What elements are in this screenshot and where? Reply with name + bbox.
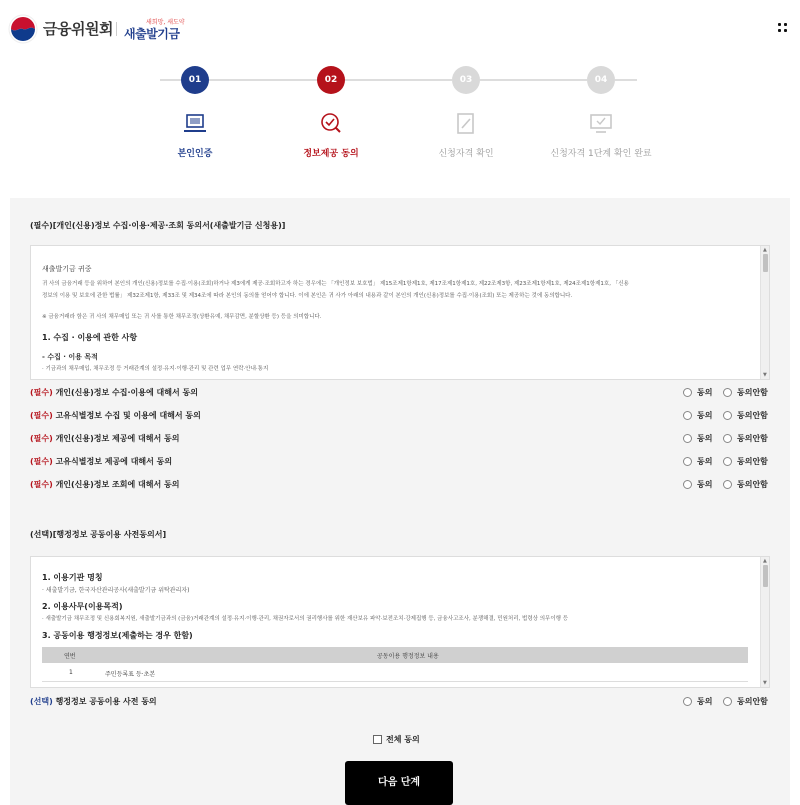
consent-label: (필수) 고유식별정보 수집 및 이용에 대해서 동의 <box>30 411 201 420</box>
step-3-label: 신청자격 확인 <box>438 149 494 159</box>
terms-purpose-title: - 수집 · 이용 목적 <box>42 353 98 361</box>
step-connector <box>160 79 181 81</box>
agree-radio[interactable] <box>683 388 692 397</box>
disagree-radio[interactable] <box>723 411 732 420</box>
section1-terms-box[interactable] <box>30 245 770 380</box>
column-header: 연번 <box>64 653 76 660</box>
consent-row <box>30 410 770 424</box>
consent-row <box>30 456 770 470</box>
agree-radio[interactable] <box>683 697 692 706</box>
program-name: 새출발기금 <box>124 27 180 41</box>
terms-heading: 3. 공동이용 행정정보(제출하는 경우 한함) <box>42 631 193 640</box>
step-2-label: 정보제공 동의 <box>303 149 359 159</box>
agree-label: 동의 <box>697 697 713 706</box>
laptop-icon <box>182 112 208 136</box>
disagree-label: 동의안함 <box>737 411 768 420</box>
disagree-radio[interactable] <box>723 697 732 706</box>
consent-label: (필수) 개인(신용)정보 조회에 대해서 동의 <box>30 480 180 489</box>
agree-label: 동의 <box>697 388 713 397</box>
section2-title: (선택)[행정정보 공동이용 사전동의서] <box>30 530 167 539</box>
terms-text: · 새출발기금 채무조정 및 신용회복지원, 새출발기금과의 (금융)거래관계의 설정·유지·이행·관리, 채권자로서의 권리행사를 위한 재산보유 파악·보전조치·강제집행 등, 금융사고조사, 분쟁해결, 민원처리, 법령상 의무이행 등 <box>42 616 569 622</box>
all-agree-checkbox[interactable] <box>373 735 382 744</box>
terms-subheading: 1. 수집 · 이용에 관한 사항 <box>42 333 138 342</box>
step-connector <box>480 79 587 81</box>
consent-row <box>30 433 770 447</box>
terms-scrollbar[interactable]: ▲ ▼ <box>760 557 769 687</box>
program-logo[interactable] <box>124 17 190 43</box>
consent-row <box>30 696 770 710</box>
step-connector <box>209 79 317 81</box>
step-connector <box>615 79 637 81</box>
table-cell: 1 <box>69 669 73 676</box>
step-3-number: 03 <box>452 66 480 94</box>
disagree-label: 동의안함 <box>737 457 768 466</box>
section1-title: (필수)[개인(신용)정보 수집·이용·제공·조회 동의서(새출발기금 신청용)] <box>30 221 286 230</box>
consent-label: (필수) 개인(신용)정보 제공에 대해서 동의 <box>30 434 180 443</box>
disagree-radio[interactable] <box>723 388 732 397</box>
column-header: 공동이용 행정정보 내용 <box>377 653 439 660</box>
agree-label: 동의 <box>697 434 713 443</box>
terms-paragraph: 귀 사의 금융거래 등을 위하여 본인의 개인(신용)정보를 수집·이용(조회)하거나 제3에게 제공·조회하고자 하는 경우에는 「개인정보 보호법」 제15조제1항제1호, 제17조제1항제1호, 제22조제3항, 제23조제1항제1호, 제24조제1항제1호, 「신용 <box>42 281 629 287</box>
site-header <box>0 0 800 60</box>
step-2-number: 02 <box>317 66 345 94</box>
disagree-radio[interactable] <box>723 457 732 466</box>
terms-scrollbar[interactable]: ▲ ▼ <box>760 246 769 379</box>
consent-label: (필수) 고유식별정보 제공에 대해서 동의 <box>30 457 173 466</box>
step-connector <box>345 79 452 81</box>
section2-terms-box[interactable] <box>30 556 770 688</box>
next-step-button[interactable]: 다음 단계 <box>345 761 453 805</box>
agree-label: 동의 <box>697 411 713 420</box>
scrollbar-thumb[interactable] <box>763 254 768 272</box>
disagree-radio[interactable] <box>723 434 732 443</box>
terms-paragraph: 정보의 이용 및 보호에 관한 법률」 제32조제1항, 제33조 및 제34조에 따라 본인의 동의를 얻어야 합니다. 이에 본인은 귀 사가 아래의 내용과 같이 본인의 개인(신용)정보를 수집·이용(조회) 또는 제공하는 것에 동의합니다. <box>42 293 573 299</box>
disagree-radio[interactable] <box>723 480 732 489</box>
consent-row <box>30 479 770 493</box>
table-header <box>42 647 748 663</box>
consent-panel <box>10 198 790 805</box>
terms-note: ※ 금융거래라 함은 귀 사의 채무매입 또는 귀 사를 통한 채무조정(상환유예, 채무감면, 분할상환 등) 등을 의미합니다. <box>42 314 322 320</box>
scrollbar-thumb[interactable] <box>763 565 768 587</box>
agree-radio[interactable] <box>683 457 692 466</box>
disagree-label: 동의안함 <box>737 697 768 706</box>
consent-row <box>30 387 770 401</box>
step-4-number: 04 <box>587 66 615 94</box>
table-row <box>42 664 748 682</box>
step-1-label: 본인인증 <box>177 149 213 159</box>
table-cell: 주민등록표 등·초본 <box>105 671 156 678</box>
government-emblem-icon <box>8 14 38 44</box>
monitor-check-icon <box>588 112 614 136</box>
search-check-icon <box>318 112 344 136</box>
terms-text: · 새출발기금, 한국자산관리공사(새출발기금 위탁관리자) <box>42 587 190 594</box>
consent-label: (선택) 행정정보 공동이용 사전 동의 <box>30 697 157 706</box>
terms-purpose-item: · 기금과의 채무매입, 채무조정 등 거래관계의 설정·유지·이행·관리 및 관련 업무 연락·안내·통지 <box>42 366 269 372</box>
step-1-number: 01 <box>181 66 209 94</box>
terms-heading: 1. 이용기관 명칭 <box>42 573 103 582</box>
disagree-label: 동의안함 <box>737 434 768 443</box>
disagree-label: 동의안함 <box>737 388 768 397</box>
agree-radio[interactable] <box>683 480 692 489</box>
agree-label: 동의 <box>697 457 713 466</box>
progress-steps <box>0 60 800 180</box>
org-name[interactable]: 금융위원회 <box>43 20 113 38</box>
all-agree-label: 전체 동의 <box>386 735 420 744</box>
agree-label: 동의 <box>697 480 713 489</box>
grid-dots-icon[interactable] <box>776 20 790 36</box>
program-tagline: 새희망, 새도약 <box>146 19 185 26</box>
edit-document-icon <box>453 112 479 136</box>
terms-heading: 새출발기금 귀중 <box>42 265 92 273</box>
agree-radio[interactable] <box>683 411 692 420</box>
agree-radio[interactable] <box>683 434 692 443</box>
consent-label: (필수) 개인(신용)정보 수집·이용에 대해서 동의 <box>30 388 198 397</box>
logo-divider <box>116 22 117 36</box>
terms-heading: 2. 이용사무(이용목적) <box>42 602 123 611</box>
disagree-label: 동의안함 <box>737 480 768 489</box>
step-4-label: 신청자격 1단계 확인 완료 <box>550 149 652 159</box>
